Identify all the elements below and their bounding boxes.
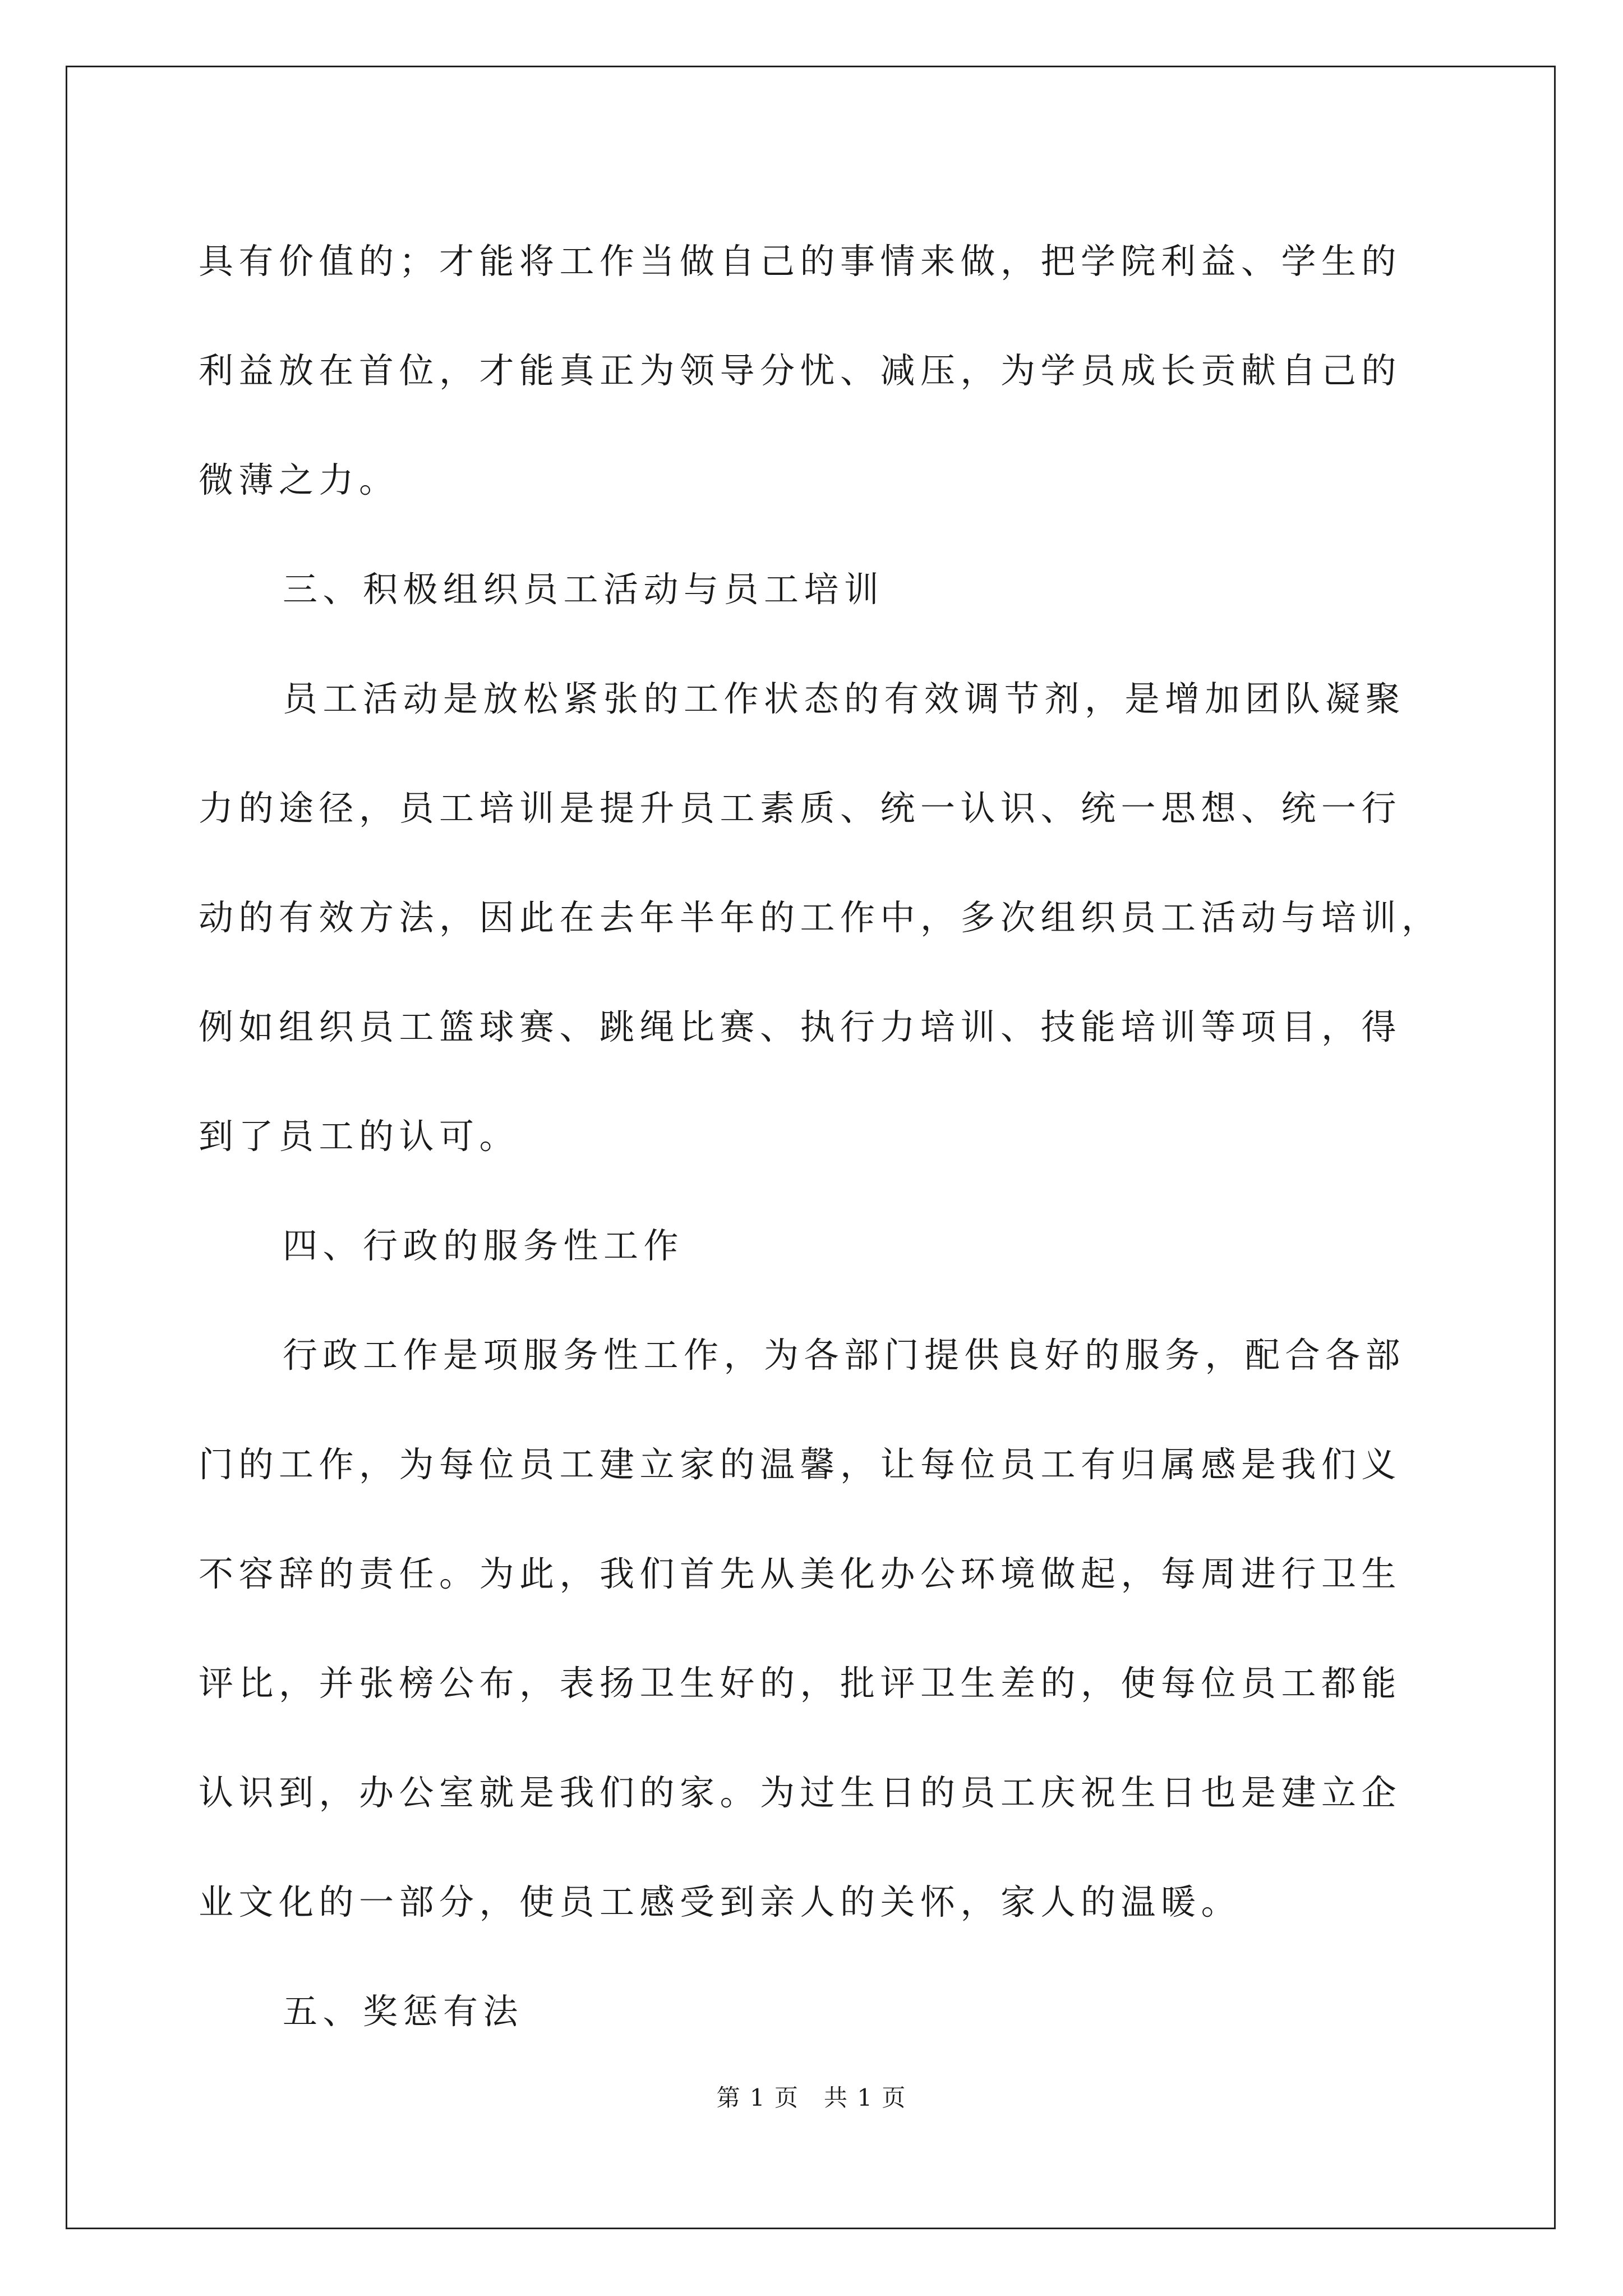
paragraph-line: 具有价值的；才能将工作当做自己的事情来做，把学院利益、学生的 (199, 241, 1402, 282)
paragraph-line: 认识到，办公室就是我们的家。为过生日的员工庆祝生日也是建立企 (199, 1772, 1402, 1813)
paragraph-line: 评比，并张榜公布，表扬卫生好的，批评卫生差的，使每位员工都能 (199, 1663, 1402, 1704)
paragraph-line: 不容辞的责任。为此，我们首先从美化办公环境做起，每周进行卫生 (199, 1553, 1402, 1594)
paragraph-line: 员工活动是放松紧张的工作状态的有效调节剂，是增加团队凝聚 (283, 678, 1406, 719)
section-heading: 三、积极组织员工活动与员工培训 (283, 569, 884, 610)
document-body (199, 206, 1442, 2066)
paragraph-line: 业文化的一部分，使员工感受到亲人的关怀，家人的温暖。 (199, 1881, 1242, 1922)
paragraph-line: 力的途径，员工培训是提升员工素质、统一认识、统一思想、统一行 (199, 788, 1402, 829)
paragraph-line: 到了员工的认可。 (199, 1116, 520, 1157)
page-number-footer: 第 1 页 共 1 页 (716, 2084, 907, 2111)
paragraph-line: 微薄之力。 (199, 459, 399, 500)
section-heading: 五、奖惩有法 (283, 1991, 524, 2032)
paragraph-line: 门的工作，为每位员工建立家的温馨，让每位员工有归属感是我们义 (199, 1444, 1402, 1485)
paragraph-line: 例如组织员工篮球赛、跳绳比赛、执行力培训、技能培训等项目，得 (199, 1006, 1402, 1047)
paragraph-line: 动的有效方法，因此在去年半年的工作中，多次组织员工活动与培训， (199, 897, 1442, 938)
paragraph-line: 行政工作是项服务性工作，为各部门提供良好的服务，配合各部 (283, 1335, 1406, 1375)
section-heading: 四、行政的服务性工作 (283, 1225, 684, 1266)
paragraph-line: 利益放在首位，才能真正为领导分忧、减压，为学员成长贡献自己的 (199, 350, 1402, 391)
